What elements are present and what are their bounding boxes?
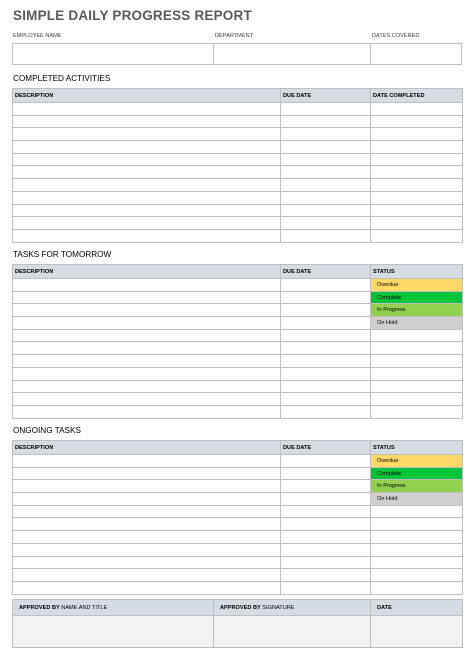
- table-row[interactable]: [13, 531, 463, 544]
- ongoing-tasks-table: [12, 440, 463, 595]
- table-header-row: [13, 441, 463, 455]
- approval-date-header: DATE: [371, 600, 463, 616]
- status-badge[interactable]: On Hold: [371, 317, 463, 330]
- status-badge[interactable]: Overdue: [371, 279, 463, 292]
- table-row[interactable]: [13, 217, 463, 230]
- col-status: STATUS: [371, 441, 463, 455]
- department-label: DEPARTMENT: [215, 33, 254, 39]
- table-row[interactable]: [13, 191, 463, 204]
- approval-date-field[interactable]: [371, 616, 463, 648]
- status-badge[interactable]: Complete: [371, 467, 463, 480]
- approved-by-signature-header: APPROVED BY SIGNATURE: [214, 600, 371, 616]
- table-row[interactable]: [13, 581, 463, 594]
- table-row[interactable]: [13, 329, 463, 342]
- completed-activities-title: COMPLETED ACTIVITIES: [13, 74, 111, 83]
- col-description: DESCRIPTION: [13, 89, 281, 103]
- table-row[interactable]: [13, 518, 463, 531]
- table-row[interactable]: [13, 380, 463, 393]
- table-row[interactable]: [13, 317, 463, 330]
- dates-covered-label: DATES COVERED: [372, 33, 420, 39]
- table-row[interactable]: [13, 115, 463, 128]
- table-row[interactable]: [13, 179, 463, 192]
- ongoing-tasks-title: ONGOING TASKS: [13, 426, 81, 435]
- table-row[interactable]: [13, 279, 463, 292]
- status-badge[interactable]: In Progress: [371, 304, 463, 317]
- table-row[interactable]: [13, 128, 463, 141]
- status-badge[interactable]: In Progress: [371, 480, 463, 493]
- employee-name-field[interactable]: [12, 43, 214, 65]
- table-row[interactable]: [13, 291, 463, 304]
- approval-table: [12, 599, 463, 648]
- approver-name-field[interactable]: [13, 616, 214, 648]
- approver-signature-field[interactable]: [214, 616, 371, 648]
- approval-input-row: [13, 616, 463, 648]
- table-row[interactable]: [13, 493, 463, 506]
- col-date-completed: DATE COMPLETED: [371, 89, 463, 103]
- col-due-date: DUE DATE: [281, 265, 371, 279]
- table-row[interactable]: [13, 304, 463, 317]
- table-row[interactable]: [13, 141, 463, 154]
- header-fields: [12, 32, 462, 42]
- table-row[interactable]: [13, 480, 463, 493]
- table-row[interactable]: [13, 543, 463, 556]
- table-header-row: [13, 265, 463, 279]
- completed-activities-table: [12, 88, 463, 243]
- status-badge[interactable]: Complete: [371, 291, 463, 304]
- table-header-row: [13, 89, 463, 103]
- status-badge[interactable]: Overdue: [371, 455, 463, 468]
- table-row[interactable]: [13, 204, 463, 217]
- col-status: STATUS: [371, 265, 463, 279]
- department-field[interactable]: [213, 43, 371, 65]
- table-row[interactable]: [13, 166, 463, 179]
- table-row[interactable]: [13, 393, 463, 406]
- table-row[interactable]: [13, 342, 463, 355]
- table-row[interactable]: [13, 367, 463, 380]
- table-row[interactable]: [13, 467, 463, 480]
- tasks-for-tomorrow-title: TASKS FOR TOMORROW: [13, 250, 112, 259]
- table-row[interactable]: [13, 455, 463, 468]
- table-row[interactable]: [13, 229, 463, 242]
- col-description: DESCRIPTION: [13, 265, 281, 279]
- table-row[interactable]: [13, 556, 463, 569]
- table-row[interactable]: [13, 405, 463, 418]
- page-title: SIMPLE DAILY PROGRESS REPORT: [13, 8, 252, 23]
- table-row[interactable]: [13, 153, 463, 166]
- table-row[interactable]: [13, 355, 463, 368]
- approval-header-row: [13, 600, 463, 616]
- col-due-date: DUE DATE: [281, 89, 371, 103]
- table-row[interactable]: [13, 103, 463, 116]
- status-badge[interactable]: On Hold: [371, 493, 463, 506]
- col-description: DESCRIPTION: [13, 441, 281, 455]
- employee-name-label: EMPLOYEE NAME: [13, 33, 62, 39]
- approved-by-name-header: APPROVED BY NAME AND TITLE: [13, 600, 214, 616]
- dates-covered-field[interactable]: [370, 43, 462, 65]
- col-due-date: DUE DATE: [281, 441, 371, 455]
- tasks-for-tomorrow-table: [12, 264, 463, 419]
- table-row[interactable]: [13, 569, 463, 582]
- table-row[interactable]: [13, 505, 463, 518]
